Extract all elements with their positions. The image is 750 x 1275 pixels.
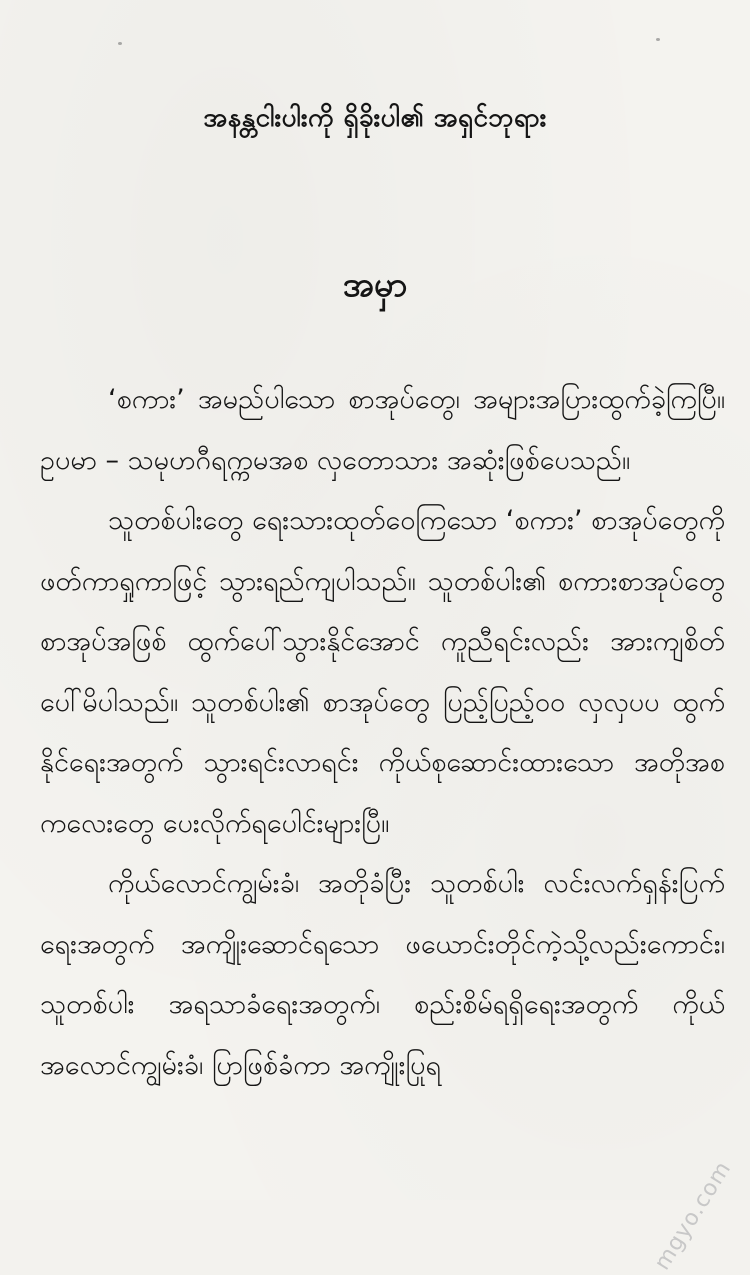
running-header-title: အနန္တငါးပါးကို ရှိခိုးပါ၏ အရှင်ဘုရား xyxy=(203,103,547,133)
paragraph: ကိုယ်လောင်ကျွမ်းခံ၊ အတိုခံပြီး သူတစ်ပါး လင်းလက်ရှန်းပြက်ရေးအတွက် အကျိုးဆောင်ရသော ဖယောင်းတိုင်ကဲ့သို့လည်းကောင်း၊ သူတစ်ပါး အရသာခံရေးအတွက်၊ စည်းစိမ်ရရှိရေးအတွက် ကိုယ်အလောင်ကျွမ်းခံ၊ ပြာဖြစ်ခံကာ အကျိုးပြုရ xyxy=(40,868,725,1081)
print-speck xyxy=(118,42,122,45)
site-watermark: mgyo.com xyxy=(649,1156,736,1275)
body-text xyxy=(40,370,725,1096)
print-speck xyxy=(656,38,660,41)
paragraph: သူတစ်ပါးတွေ ရေးသားထုတ်ဝေကြသော ‘စကား’ စာအုပ်တွေကို ဖတ်ကာရှုကာဖြင့် သွားရည်ကျပါသည်။ သူတစ်ပါး၏ စကားစာအုပ်တွေ စာအုပ်အဖြစ် ထွက်ပေါ်သွားနိုင်အောင် ကူညီရင်းလည်း အားကျစိတ် ပေါ်မိပါသည်။ သူတစ်ပါး၏ စာအုပ်တွေ ပြည့်ပြည့်ဝဝ လှလှပပ ထွက်နိုင်ရေးအတွက် သွားရင်းလာရင်း ကိုယ်စုဆောင်းထားသော အတိုအစကလေးတွေ ပေးလိုက်ရပေါင်းများပြီ။ xyxy=(40,505,725,839)
paragraph: ‘စကား’ အမည်ပါသော စာအုပ်တွေ၊ အများအပြားထွက်ခဲ့ကြပြီ။ ဥပမာ – သမုဟဂီရက္ကမအစ လှတောသား အဆုံးဖြစ်ပေသည်။ xyxy=(40,384,725,476)
section-title: အမှာ xyxy=(342,265,408,305)
